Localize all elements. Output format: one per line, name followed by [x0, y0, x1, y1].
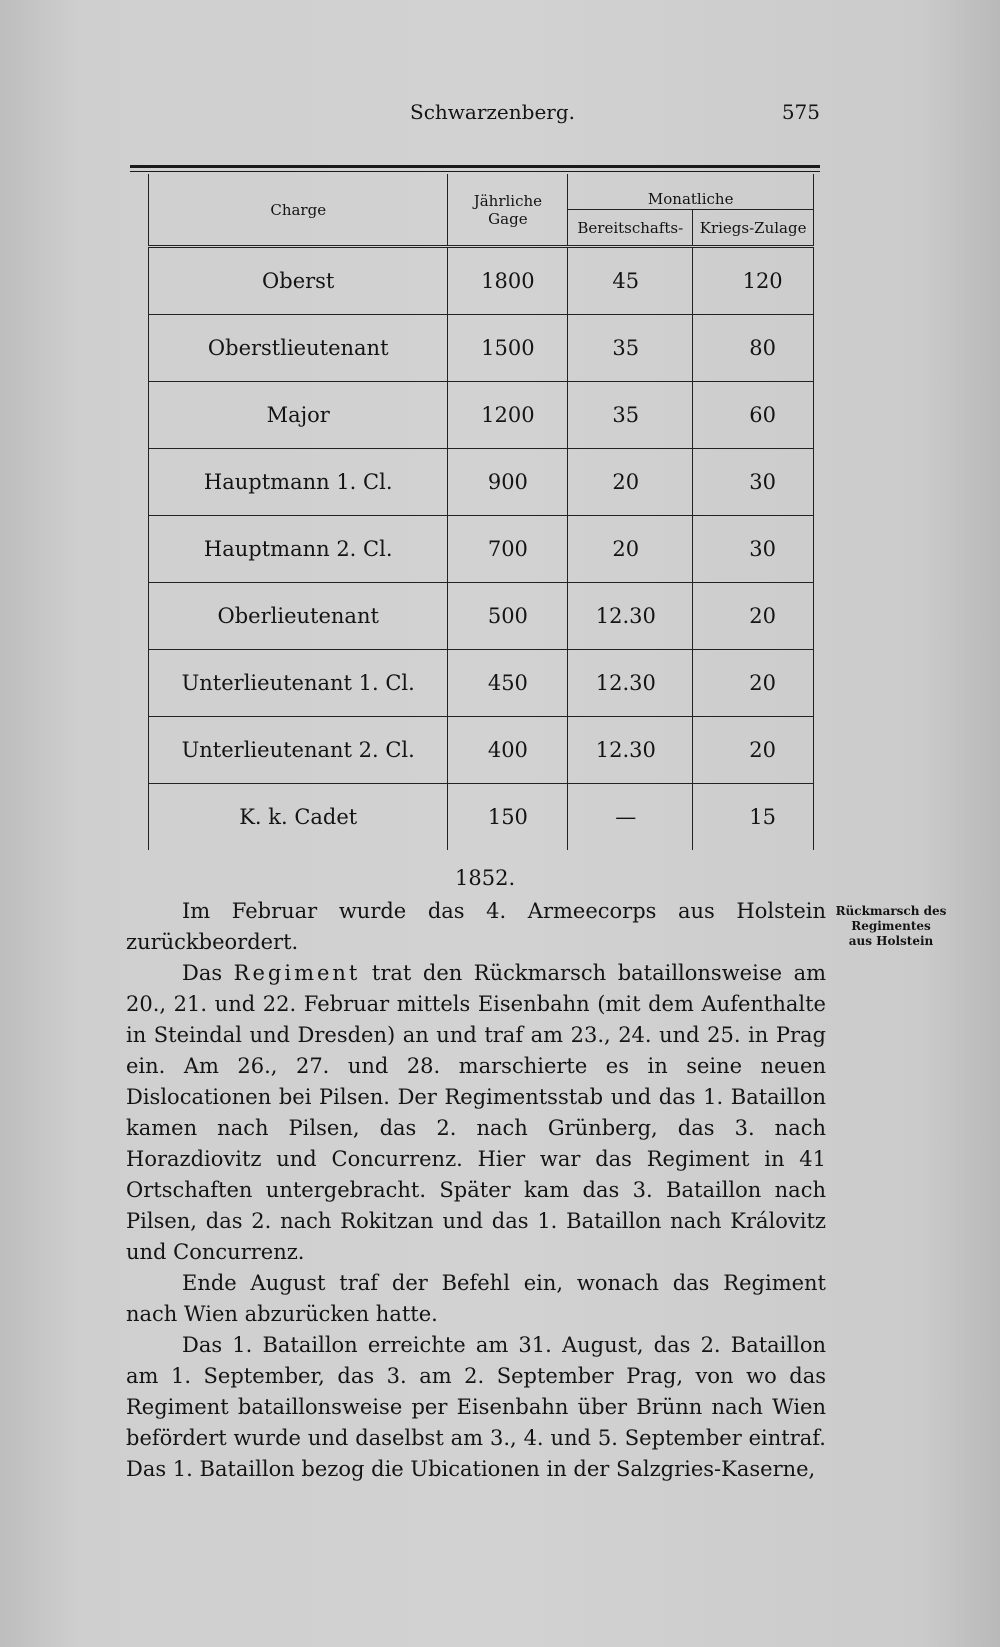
- cell-gage: 900: [448, 449, 568, 516]
- running-title: Schwarzenberg.: [410, 100, 575, 124]
- table-top-rule: [130, 165, 820, 168]
- cell-gage: 1500: [448, 315, 568, 382]
- cell-charge: Hauptmann 1. Cl.: [149, 449, 448, 516]
- cell-charge: K. k. Cadet: [149, 784, 448, 851]
- table-row: [149, 315, 814, 382]
- paragraph: Im Februar wurde das 4. Armeecorps aus Holstein zurückbeordert.: [126, 899, 826, 954]
- column-header-charge: Charge: [149, 174, 448, 247]
- column-header-gage: Jährliche Gage: [448, 174, 568, 247]
- cell-bereitschafts: 35: [568, 315, 693, 382]
- column-header-monatliche: Monatliche: [568, 174, 814, 210]
- table-row: [149, 717, 814, 784]
- table-row: [149, 516, 814, 583]
- paragraph-rest: trat den Rückmarsch bataillonsweise am 20., 21. und 22. Februar mittels Eisenbahn (mit dem Aufenthalte in Steindal und Dresden) an und traf am 23., 24. und 25. in Prag ein. Am 26., 27. und 28. marschierte es in seine neuen Dislocationen bei Pilsen. Der Regimentsstab und das 1. Bataillon kamen nach Pilsen, das 2. nach Grünberg, das 3. nach Horazdiovitz und Concurrenz. Hier war das Regiment in 41 Ortschaften untergebracht. Später kam das 3. Bataillon nach Pilsen, das 2. nach Rokitzan und das 1. Bataillon nach Královitz und Concurrenz.: [126, 961, 826, 1264]
- paragraph-start: Das: [182, 961, 234, 985]
- column-header-kriegs: Kriegs-Zulage: [693, 210, 814, 247]
- cell-charge: Hauptmann 2. Cl.: [149, 516, 448, 583]
- cell-charge: Unterlieutenant 2. Cl.: [149, 717, 448, 784]
- cell-kriegs: 20: [693, 583, 814, 650]
- cell-charge: Oberlieutenant: [149, 583, 448, 650]
- table-row: [149, 449, 814, 516]
- cell-kriegs: 30: [693, 449, 814, 516]
- spaced-word: Regiment: [233, 961, 361, 985]
- table-row: [149, 650, 814, 717]
- body-text: [126, 896, 826, 1485]
- cell-kriegs: 80: [693, 315, 814, 382]
- cell-kriegs: 15: [693, 784, 814, 851]
- cell-charge: Unterlieutenant 1. Cl.: [149, 650, 448, 717]
- cell-bereitschafts: 35: [568, 382, 693, 449]
- cell-charge: Oberstlieutenant: [149, 315, 448, 382]
- marginal-line: Rückmarsch des: [835, 904, 947, 918]
- pay-table: [148, 174, 814, 850]
- cell-bereitschafts: 20: [568, 449, 693, 516]
- paragraph: [126, 958, 826, 1268]
- marginal-line: aus Holstein: [848, 934, 934, 948]
- cell-gage: 1800: [448, 247, 568, 315]
- cell-charge: Major: [149, 382, 448, 449]
- cell-gage: 400: [448, 717, 568, 784]
- cell-kriegs: 30: [693, 516, 814, 583]
- table-row: [149, 247, 814, 315]
- cell-gage: 1200: [448, 382, 568, 449]
- table-top-rule-thin: [130, 171, 820, 172]
- cell-bereitschafts: 45: [568, 247, 693, 315]
- cell-bereitschafts: 12.30: [568, 583, 693, 650]
- cell-bereitschafts: 12.30: [568, 650, 693, 717]
- paragraph: Das 1. Bataillon erreichte am 31. August, das 2. Bataillon am 1. September, das 3. am 2. September Prag, von wo das Regiment bataillonsweise per Eisenbahn über Brünn nach Wien befördert wurde und daselbst am 3., 4. und 5. September eintraf. Das 1. Bataillon bezog die Ubicationen in der Salzgries-Kaserne,: [126, 1333, 826, 1481]
- cell-bereitschafts: 20: [568, 516, 693, 583]
- cell-bereitschafts: —: [568, 784, 693, 851]
- cell-kriegs: 20: [693, 717, 814, 784]
- table-row: [149, 583, 814, 650]
- page-number: 575: [781, 100, 820, 124]
- column-header-bereitschafts: Bereitschafts-: [568, 210, 693, 247]
- cell-kriegs: 60: [693, 382, 814, 449]
- cell-kriegs: 120: [693, 247, 814, 315]
- page-header: [120, 100, 820, 130]
- cell-gage: 500: [448, 583, 568, 650]
- marginal-note: [832, 904, 950, 949]
- table-row: [149, 784, 814, 851]
- cell-gage: 450: [448, 650, 568, 717]
- paragraph: Ende August traf der Befehl ein, wonach das Regiment nach Wien abzurücken hatte.: [126, 1271, 826, 1326]
- table-row: [149, 382, 814, 449]
- year-heading: 1852.: [455, 866, 516, 890]
- cell-charge: Oberst: [149, 247, 448, 315]
- marginal-line: Regimentes: [851, 919, 931, 933]
- cell-gage: 700: [448, 516, 568, 583]
- cell-gage: 150: [448, 784, 568, 851]
- cell-kriegs: 20: [693, 650, 814, 717]
- cell-bereitschafts: 12.30: [568, 717, 693, 784]
